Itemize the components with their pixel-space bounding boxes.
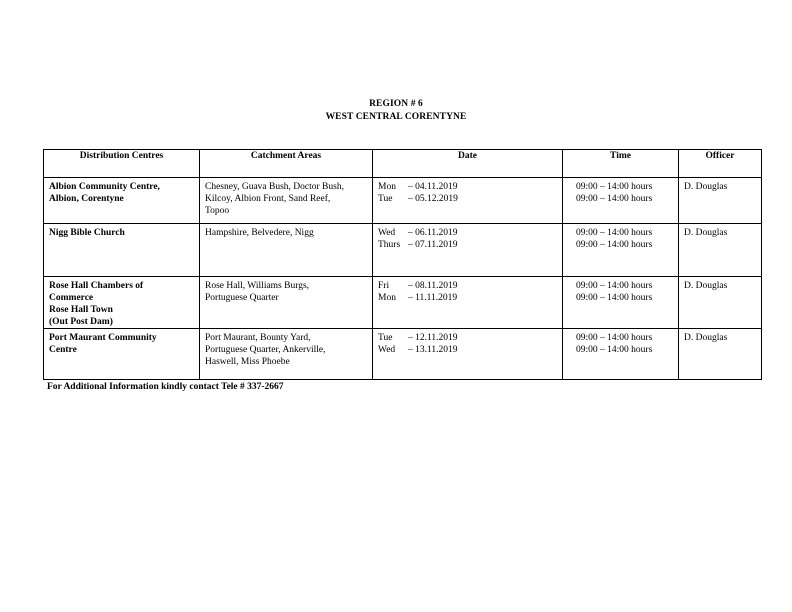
date-value: – 08.11.2019 <box>408 281 458 291</box>
time-line: 09:00 – 14:00 hours <box>576 240 653 250</box>
date-value: – 06.11.2019 <box>408 228 458 238</box>
time-line: 09:00 – 14:00 hours <box>576 194 653 204</box>
catchment-line: Port Maurant, Bounty Yard, <box>205 333 311 343</box>
catchment-line: Haswell, Miss Phoebe <box>205 357 290 367</box>
centre-name-line: Centre <box>49 345 77 355</box>
officer-cell <box>679 329 762 380</box>
officer-name: D. Douglas <box>684 228 728 238</box>
table-header-row <box>44 150 762 178</box>
time-line: 09:00 – 14:00 hours <box>576 281 653 291</box>
date-line <box>378 193 557 205</box>
catchment-line: Topoo <box>205 206 230 216</box>
centre-name-line: (Out Post Dam) <box>49 317 113 327</box>
catchment-areas-cell <box>200 224 373 277</box>
contact-footer: For Additional Information kindly contact Tele # 337-2667 <box>47 382 284 392</box>
date-value: – 04.11.2019 <box>408 182 458 192</box>
column-header-time: Time <box>563 150 679 178</box>
time-line: 09:00 – 14:00 hours <box>576 182 653 192</box>
catchment-line: Kilcoy, Albion Front, Sand Reef, <box>205 194 331 204</box>
distribution-centre-cell <box>44 178 200 224</box>
time-cell <box>563 329 679 380</box>
centre-name-line: Rose Hall Town <box>49 305 113 315</box>
date-value: – 11.11.2019 <box>408 293 458 303</box>
day-label: Thurs <box>378 240 401 250</box>
day-label: Wed <box>378 345 396 355</box>
distribution-centre-cell <box>44 277 200 329</box>
officer-cell <box>679 277 762 329</box>
catchment-line: Chesney, Guava Bush, Doctor Bush, <box>205 182 344 192</box>
time-cell <box>563 277 679 329</box>
time-line: 09:00 – 14:00 hours <box>576 293 653 303</box>
centre-name-line: Port Maurant Community <box>49 333 157 343</box>
date-value: – 05.12.2019 <box>408 194 458 204</box>
day-label: Tue <box>378 333 393 343</box>
day-label: Tue <box>378 194 393 204</box>
region-heading: REGION # 6 <box>369 99 423 109</box>
date-line <box>378 292 557 304</box>
catchment-line: Rose Hall, Williams Burgs, <box>205 281 310 291</box>
time-cell <box>563 224 679 277</box>
catchment-line: Portuguese Quarter, Ankerville, <box>205 345 326 355</box>
officer-cell <box>679 224 762 277</box>
area-heading: WEST CENTRAL CORENTYNE <box>325 112 467 122</box>
date-value: – 12.11.2019 <box>408 333 458 343</box>
catchment-areas-cell <box>200 277 373 329</box>
officer-cell <box>679 178 762 224</box>
catchment-line: Hampshire, Belvedere, Nigg <box>205 228 314 238</box>
catchment-areas-cell <box>200 329 373 380</box>
centre-name-line: Commerce <box>49 293 94 303</box>
date-cell <box>373 178 563 224</box>
column-header-catchment-areas: Catchment Areas <box>200 150 373 178</box>
column-header-date: Date <box>373 150 563 178</box>
day-label: Fri <box>378 281 390 291</box>
date-cell <box>373 329 563 380</box>
distribution-centre-cell <box>44 329 200 380</box>
centre-name-line: Albion Community Centre, <box>49 182 160 192</box>
date-cell <box>373 277 563 329</box>
catchment-line: Portuguese Quarter <box>205 293 279 303</box>
day-label: Mon <box>378 293 396 303</box>
table-row <box>44 224 762 277</box>
officer-name: D. Douglas <box>684 182 728 192</box>
column-header-officer: Officer <box>679 150 762 178</box>
officer-name: D. Douglas <box>684 333 728 343</box>
time-line: 09:00 – 14:00 hours <box>576 228 653 238</box>
date-value: – 07.11.2019 <box>408 240 458 250</box>
date-line <box>378 181 557 193</box>
time-line: 09:00 – 14:00 hours <box>576 333 653 343</box>
date-line <box>378 280 557 292</box>
officer-name: D. Douglas <box>684 281 728 291</box>
time-cell <box>563 178 679 224</box>
table-row <box>44 277 762 329</box>
date-line <box>378 332 557 344</box>
column-header-distribution-centres: Distribution Centres <box>44 150 200 178</box>
date-value: – 13.11.2019 <box>408 345 458 355</box>
date-cell <box>373 224 563 277</box>
day-label: Wed <box>378 228 396 238</box>
centre-name-line: Rose Hall Chambers of <box>49 281 144 291</box>
day-label: Mon <box>378 182 396 192</box>
date-line <box>378 227 557 239</box>
time-line: 09:00 – 14:00 hours <box>576 345 653 355</box>
centre-name-line: Nigg Bible Church <box>49 228 125 238</box>
date-line <box>378 344 557 356</box>
distribution-schedule-table <box>43 149 762 380</box>
centre-name-line: Albion, Corentyne <box>49 194 124 204</box>
catchment-areas-cell <box>200 178 373 224</box>
table-row <box>44 329 762 380</box>
distribution-centre-cell <box>44 224 200 277</box>
date-line <box>378 239 557 251</box>
table-row <box>44 178 762 224</box>
